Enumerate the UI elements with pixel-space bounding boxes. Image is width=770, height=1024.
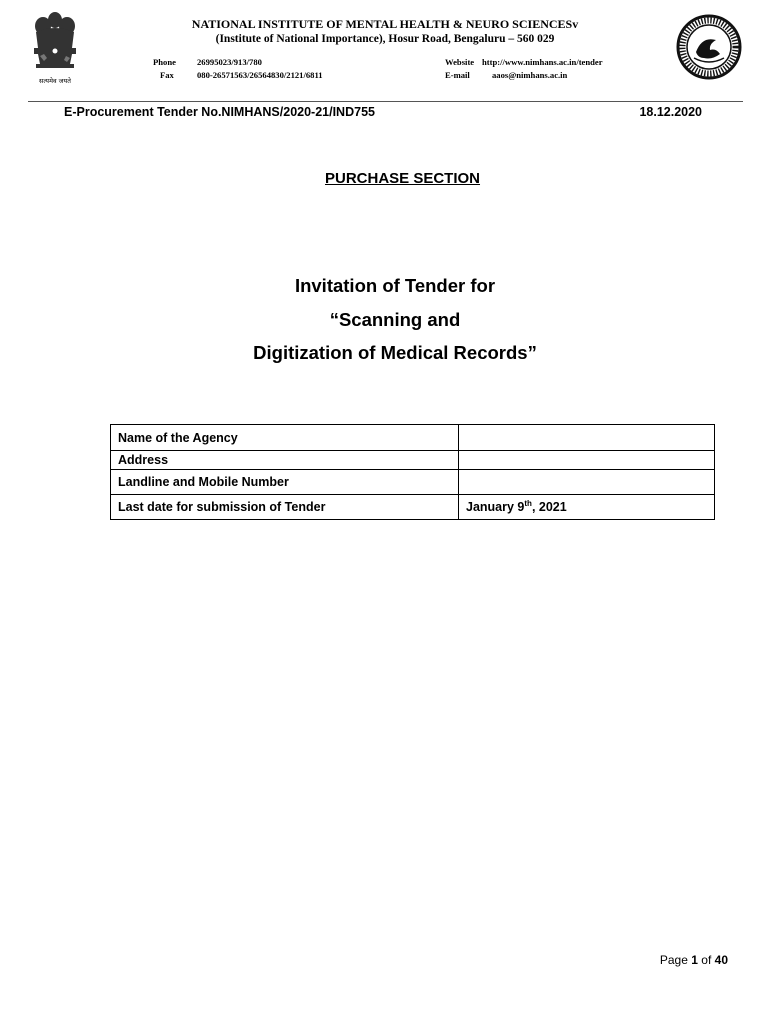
table-row bbox=[111, 425, 715, 451]
address-field[interactable] bbox=[459, 451, 715, 470]
emblem-motto: सत्यमेव जयते bbox=[39, 77, 71, 85]
institute-name: NATIONAL INSTITUTE OF MENTAL HEALTH & NEURO SCIENCESv bbox=[191, 17, 579, 31]
header-divider bbox=[28, 101, 743, 102]
website-label: Website bbox=[445, 57, 475, 67]
table-row bbox=[111, 451, 715, 470]
address-label: Address bbox=[111, 451, 459, 470]
agency-details-table bbox=[110, 424, 715, 520]
table-row bbox=[111, 495, 715, 520]
agency-name-field[interactable] bbox=[459, 425, 715, 451]
phone-value: 26995023/913/780 bbox=[197, 57, 262, 67]
landline-mobile-field[interactable] bbox=[459, 470, 715, 495]
email-link[interactable]: aaos@nimhans.ac.in bbox=[492, 70, 568, 80]
phone-label: Phone bbox=[153, 57, 176, 67]
section-title: PURCHASE SECTION bbox=[324, 170, 481, 187]
table-row bbox=[111, 470, 715, 495]
page-number: Page 1 of 40 bbox=[659, 953, 728, 967]
email-label: E-mail bbox=[445, 70, 470, 80]
website-link[interactable]: http://www.nimhans.ac.in/tender bbox=[482, 57, 603, 67]
tender-number: E-Procurement Tender No.NIMHANS/2020-21/IND755 bbox=[64, 105, 375, 119]
landline-mobile-label: Landline and Mobile Number bbox=[111, 470, 459, 495]
fax-label: Fax bbox=[160, 70, 174, 80]
institute-subtitle: (Institute of National Importance), Hosur Road, Bengaluru – 560 029 bbox=[215, 33, 555, 45]
invitation-line-1: Invitation of Tender for bbox=[294, 275, 496, 296]
tender-date: 18.12.2020 bbox=[639, 105, 702, 119]
last-date-value: January 9th, 2021 bbox=[459, 495, 715, 520]
fax-value: 080-26571563/26564830/2121/6811 bbox=[197, 70, 323, 80]
invitation-line-2: “Scanning and bbox=[329, 309, 461, 330]
invitation-line-3: Digitization of Medical Records” bbox=[253, 342, 537, 363]
agency-name-label: Name of the Agency bbox=[111, 425, 459, 451]
last-date-label: Last date for submission of Tender bbox=[111, 495, 459, 520]
